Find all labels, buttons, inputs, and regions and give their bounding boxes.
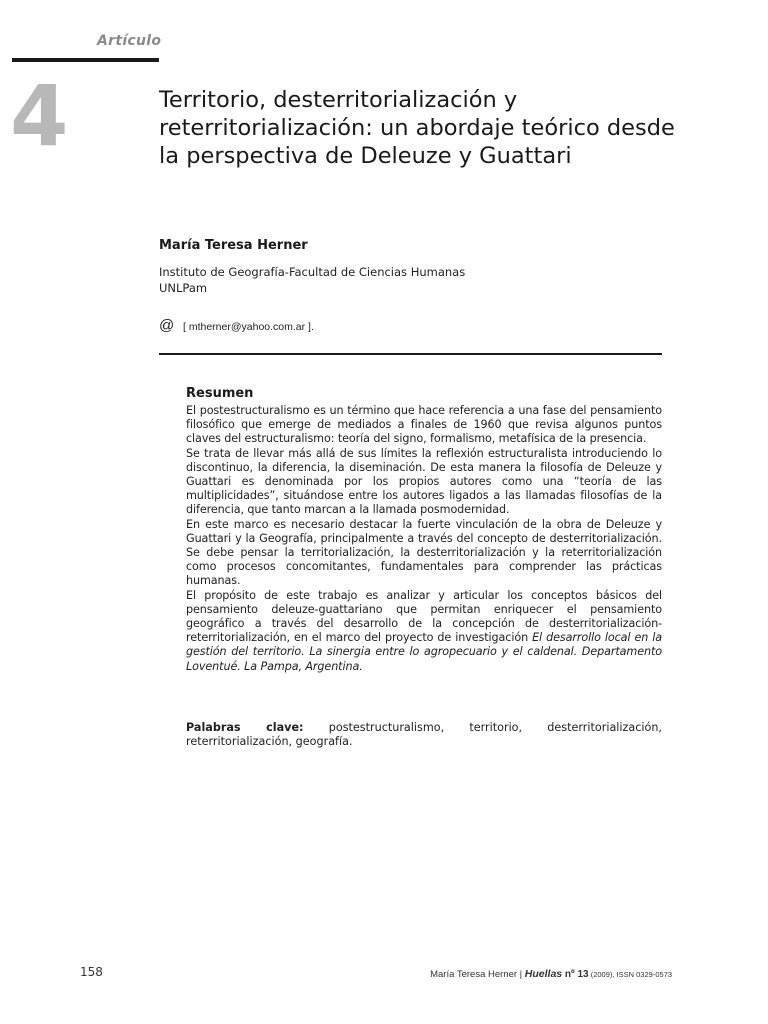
keywords-label: Palabras clave: [186, 721, 304, 734]
header-rule [12, 58, 159, 62]
at-sign-icon: @ [159, 317, 175, 334]
affiliation [159, 264, 579, 296]
article-title: Territorio, desterritorialización y reterritorialización: un abordaje teórico desde la perspectiva de Deleuze y Guattari [159, 87, 675, 169]
footer-journal: Huellas [524, 968, 563, 980]
page-number: 158 [80, 965, 103, 979]
footer-author: María Teresa Herner [430, 969, 518, 980]
affiliation-institute: Instituto de Geografía-Facultad de Ciencias Humanas [159, 265, 466, 279]
author-name: María Teresa Herner [159, 238, 308, 253]
abstract-paragraph-4 [186, 589, 662, 674]
abstract-paragraph-2: Se trata de llevar más allá de sus límites la reflexión estructuralista introduciendo lo discontinuo, la diferencia, la diseminación. De esta manera la filosofía de Deleuze y Guattari es denominada por los propios autores como una “teoría de las multiplicidades”, situándose entre los autores ligados a las llamadas filosofías de la diferencia, que tanto marcan a la llamada posmodernidad. [186, 446, 662, 517]
footer-issue: nº 13 [562, 969, 589, 980]
keywords-list: postestructuralismo, territorio, desterritorialización, reterritorialización, geografía. [186, 721, 662, 749]
abstract-paragraph-4-text: El propósito de este trabajo es analizar y articular los conceptos básicos del pensamiento deleuze-guattariano que permitan enriquecer el pensamiento geográfico a través del desarrollo de la concepción de desterritorialización-reterritorialización, en el marco del proyecto de investigación [186, 588, 662, 645]
abstract [186, 386, 662, 674]
keywords [186, 721, 662, 749]
article-number: 4 [10, 67, 69, 165]
footer-issn: , ISSN 0329-0573 [612, 970, 672, 979]
project-title: El desarrollo local en la gestión del territorio. La sinergia entre lo agropecuario y el caldenal. Departamento Loventué. La Pampa, Argentina. [186, 631, 662, 673]
abstract-paragraph-3: En este marco es necesario destacar la fuerte vinculación de la obra de Deleuze y Guattari y la Geografía, principalmente a través del concepto de desterritorialización. Se debe pensar la territorialización, la desterritorialización y la reterritorialización como procesos concomitantes, fundamentales para comprender las prácticas humanas. [186, 517, 662, 588]
section-label: Artículo [97, 33, 162, 49]
footer-year: (2009) [588, 970, 613, 979]
author-email[interactable]: [ mtherner@yahoo.com.ar ]. [183, 321, 314, 333]
footer-citation [430, 968, 672, 980]
footer-separator: | [517, 969, 525, 980]
affiliation-university: UNLPam [159, 281, 208, 295]
section-divider [159, 353, 662, 355]
abstract-heading: Resumen [186, 386, 254, 401]
abstract-paragraph-1: El postestructuralismo es un término que hace referencia a una fase del pensamiento filosófico que emerge de mediados a finales de 1960 que revisa algunos puntos claves del estructuralismo: teoría del signo, formalismo, metafísica de la presencia. [186, 404, 662, 446]
